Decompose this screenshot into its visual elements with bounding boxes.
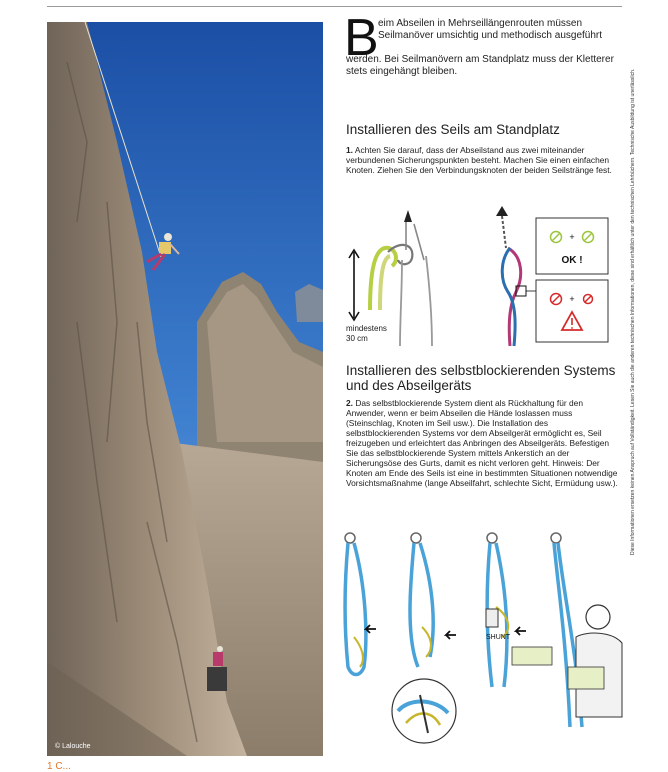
step-2-number: 2. xyxy=(346,398,353,408)
step-1-paragraph xyxy=(346,145,622,175)
step-2-paragraph xyxy=(346,398,622,488)
zoom-detail-circle xyxy=(392,679,456,743)
intro-text: eim Abseilen in Mehrseillängenrouten müssen Seilmanöver umsichtig und methodisch ausgeführt xyxy=(378,18,603,41)
ok-label: OK ! xyxy=(561,255,583,266)
step-1-number: 1. xyxy=(346,145,353,155)
measure-label-line1: mindestens xyxy=(346,324,387,333)
ok-panel xyxy=(536,218,608,274)
climber-photo xyxy=(47,22,323,756)
footer-fragment: 1 C... xyxy=(47,761,71,772)
figure-self-locking-installation xyxy=(336,527,626,757)
figure-rope-installation xyxy=(340,200,625,352)
step-2-text: Das selbstblockierende System dient als Rückhaltung für den Anwender, wenn er beim Abseilen die Hände loslassen muss (Steinschlag, Knoten im Seil usw.). Die Installation des selbstblockierenden Systems vor dem Abseilgerät ermöglicht es, Seil freizugeben und erleichtert das Anbringen des Abseilgeräts. Befestigen Sie das selbstblockierende System mittels Ankerstich an der Sicherungsöse des Gurts, damit es nicht verloren geht. Hinweis: Der Knoten am Ende des Seils ist eine in bestimmten Situationen notwendige Vorsichtsmaßnahme (lange Abseilfahrt, schlechte Sicht, Ermüdung usw.). xyxy=(346,398,618,488)
photo-illustration xyxy=(47,22,323,756)
top-rule xyxy=(47,6,622,7)
sidebar-disclaimer: Diese Informationen ersetzen keinen Anspruch auf Vollständigkeit. Lesen Sie auch die anderen technischen Informationen, diese sind erhältlich unter den technischen Lehrbüchern. Technische Ausbildung ist unerlässlich. xyxy=(630,68,636,555)
warning-panel xyxy=(536,280,608,342)
photo-credit: © Lalouche xyxy=(55,743,91,750)
shunt-label: SHUNT xyxy=(486,634,511,641)
anchor-chain-diagram xyxy=(496,206,536,346)
section-heading-self-locking-system: Installieren des selbstblockierenden Systems und des Abseilgeräts xyxy=(346,363,616,393)
measurement-arrow xyxy=(349,250,359,320)
ok-plus: + xyxy=(569,232,575,242)
figure-2-illustration xyxy=(336,527,626,757)
step-1-text: Achten Sie darauf, dass der Abseilstand aus zwei miteinander verbundenen Sicherungspunkten besteht. Machen Sie einen einfachen Knoten. Ziehen Sie den Verbindungsknoten der beiden Seilstränge fest. xyxy=(346,145,612,175)
warning-plus: + xyxy=(569,294,575,304)
blue-rope-sequence xyxy=(345,533,582,727)
measure-label-line2: 30 cm xyxy=(346,334,368,343)
section-heading-installing-rope: Installieren des Seils am Standplatz xyxy=(346,122,560,137)
drop-cap: B xyxy=(344,9,379,67)
arrow-icons xyxy=(366,625,594,681)
intro-text-continued: werden. Bei Seilmanövern am Standplatz muss der Kletterer stets eingehängt bleiben. xyxy=(346,54,614,77)
